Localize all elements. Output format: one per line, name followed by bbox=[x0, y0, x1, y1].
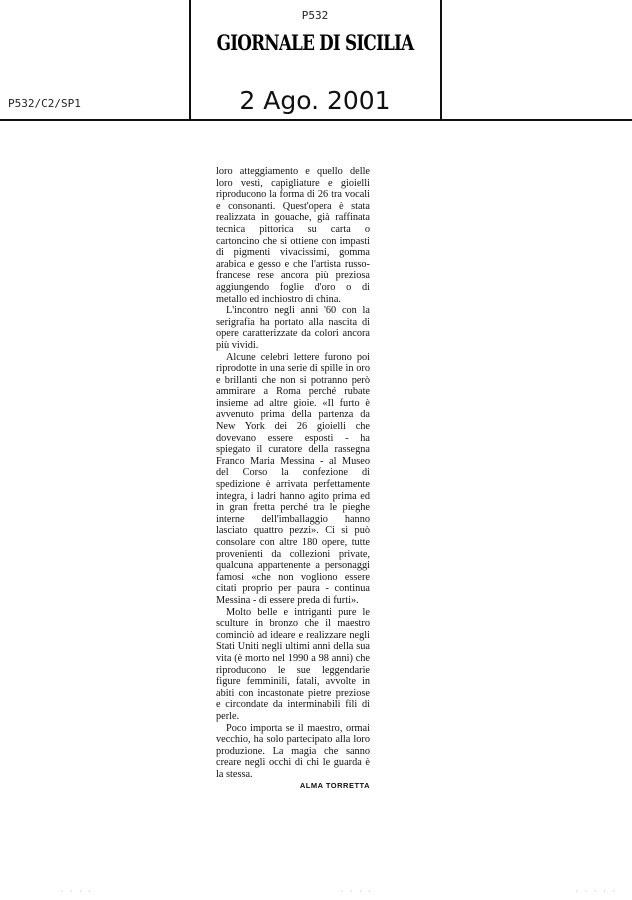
header-divider-right bbox=[440, 0, 442, 121]
scan-noise-left: · · · · bbox=[60, 888, 93, 895]
publication-date: 2 Ago. 2001 bbox=[239, 86, 391, 115]
clipping-code: P532/C2/SP1 bbox=[8, 97, 81, 110]
article-paragraph-5: Poco importa se il maestro, ormai vecchio, ha solo partecipato alla loro produzione. La magia che sanno creare negli occhi di chi le guarda è la stessa. bbox=[216, 722, 370, 780]
newspaper-masthead: GIORNALE DI SICILIA bbox=[216, 30, 414, 55]
article-author: ALMA TORRETTA bbox=[299, 781, 370, 791]
article-paragraph-1: loro atteggiamento e quello delle loro vesti, capigliature e gioielli riproducono la forma di 26 tra vocali e consonanti. Quest'opera è stata realizzata in gouache, già raffinata tecnica pittorica su carta o cartoncino che si ottiene con impasti di pigmenti vivacissimi, gomma arabica e gesso e che l'artista russo-francese rese ancora più preziosa aggiungendo foglie d'oro o di metallo ed inchiostro di china. bbox=[216, 166, 370, 305]
article-paragraph-4: Molto belle e intriganti pure le sculture in bronzo che il maestro cominciò ad ideare e realizzare negli Stati Uniti negli ultimi anni della sua vita (è morto nel 1990 a 98 anni) che riproducono le sue leggendarie figure femminili, fatali, avvolte in abiti con incastonate pietre preziose e circondate da interminabili fili di perle. bbox=[216, 606, 370, 722]
article-paragraph-3: Alcune celebri lettere furono poi riprodotte in una serie di spille in oro e brillanti che non si potranno però ammirare a Roma perché rubate insieme ad altre gioie. «Il furto è avvenuto prima della partenza da New York dei 26 gioielli che dovevano essere esposti - ha spiegato il curatore della rassegna Franco Maria Messina - al Museo del Corso la confezione di spedizione è arrivata perfettamente integra, i ladri hanno agito prima ed in gran fretta perché tra le pieghe interne dell'imballaggio hanno lasciato quattro pezzi». Ci si può consolare con altre 180 opere, tutte provenienti da collezioni private, qualcuna appartenente a personaggi famosi «che non vogliono essere citati proprio per paura - continua Messina - di essere preda di furti». bbox=[216, 351, 370, 606]
scan-noise-center: · · · · bbox=[340, 888, 373, 895]
article-paragraph-2: L'incontro negli anni '60 con la serigrafia ha portato alla nascita di opere caratterizzate da colori ancora più vividi. bbox=[216, 305, 370, 351]
article-column bbox=[216, 166, 370, 792]
page-code: P532 bbox=[301, 9, 329, 22]
scan-noise-right: · · · · · bbox=[575, 888, 617, 895]
header-divider-bottom bbox=[0, 119, 632, 121]
